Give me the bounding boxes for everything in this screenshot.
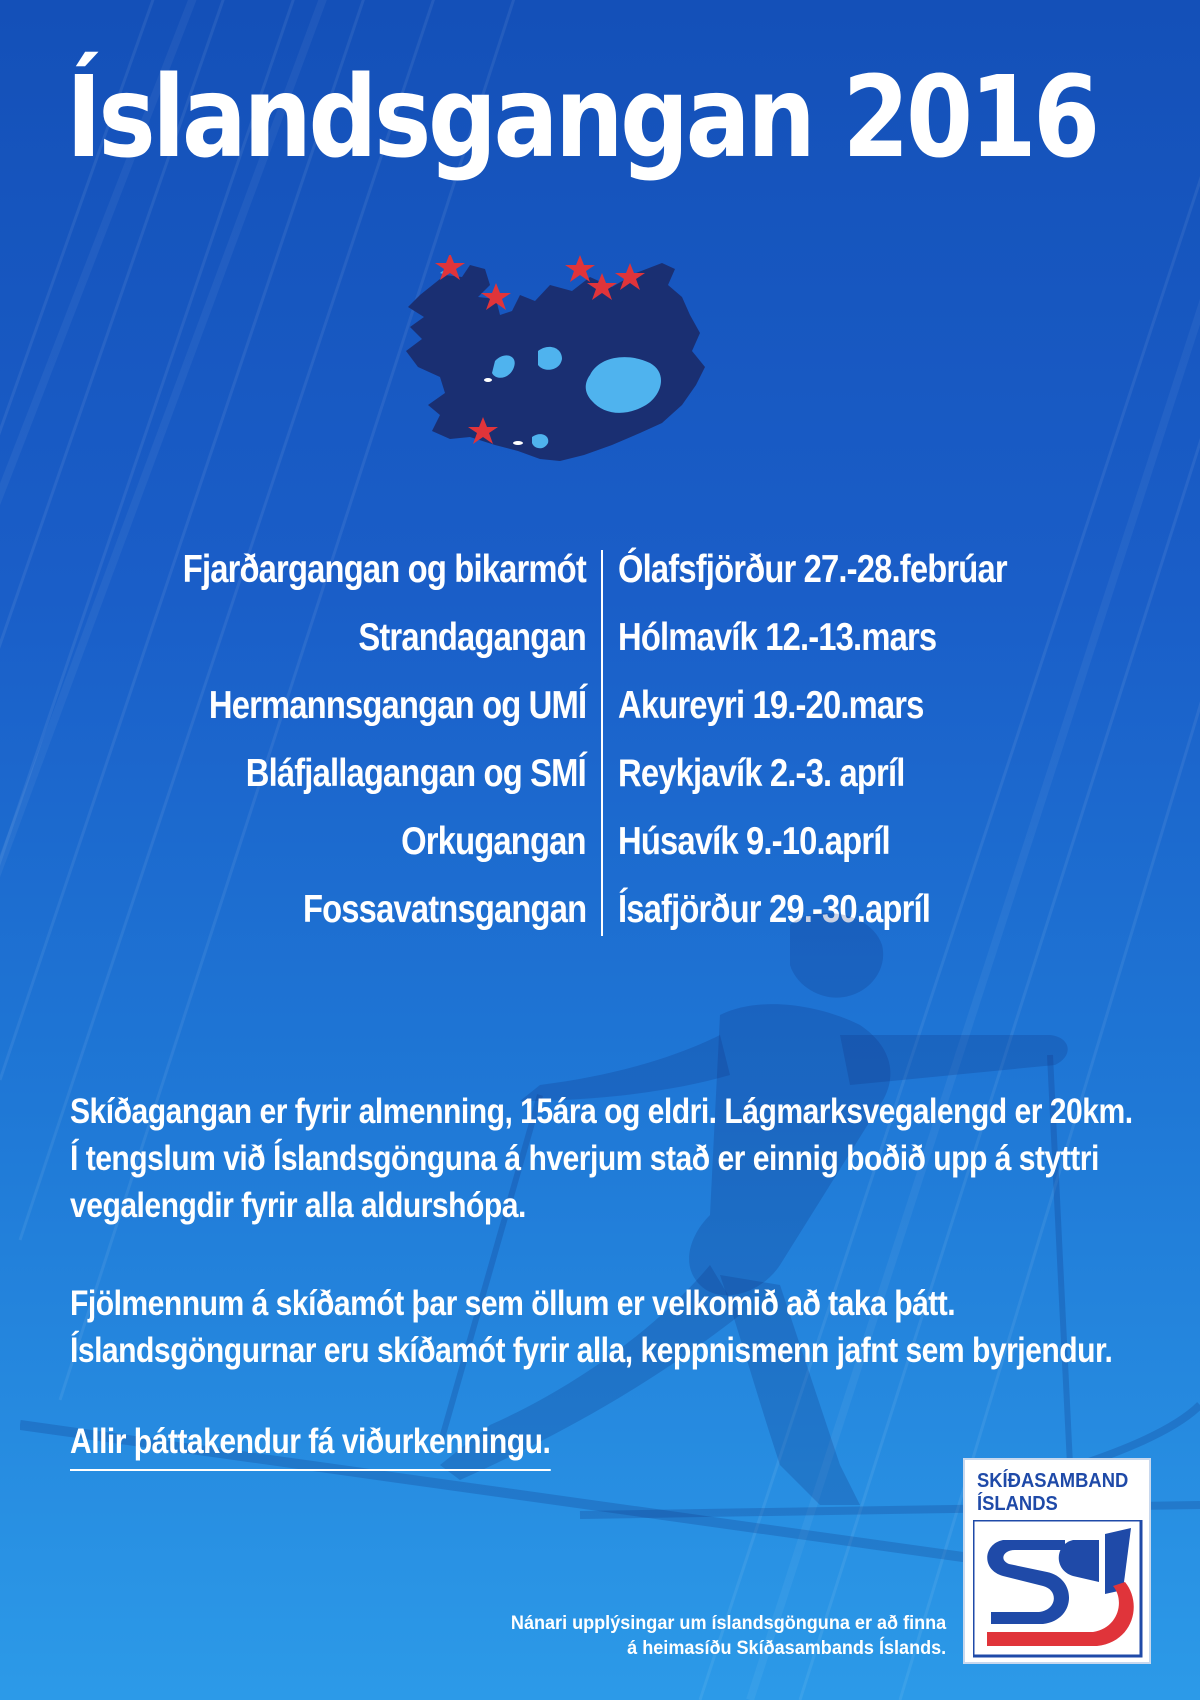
recognition-note: Allir þáttakendur fá viðurkenningu. [70,1418,550,1471]
iceland-map [400,255,770,505]
logo-line-2: ÍSLANDS [977,1493,1058,1515]
ski-association-logo [963,1458,1151,1664]
event-place-date: Ísafjörður 29.-30.apríl [618,888,931,931]
event-row [0,752,1200,816]
info-paragraph-1 [70,1088,1133,1229]
event-row [0,684,1200,748]
event-row [0,616,1200,680]
event-place-date: Hólmavík 12.-13.mars [618,616,937,659]
footer-info [511,1611,946,1661]
footer-line: á heimasíðu Skíðasambands Íslands. [626,1638,946,1659]
footer-line: Nánari upplýsingar um íslandsgönguna er að finna [510,1613,946,1634]
event-name: Fossavatnsgangan [302,888,586,931]
event-name: Hermannsgangan og UMÍ [208,684,586,727]
info-paragraph-2 [70,1280,1112,1374]
event-place-date: Ólafsfjörður 27.-28.febrúar [618,548,1007,591]
event-row [0,820,1200,884]
event-place-date: Húsavík 9.-10.apríl [618,820,890,863]
event-name: Fjarðargangan og bikarmót [182,548,586,591]
logo-text [977,1470,1128,1516]
event-name: Strandagangan [358,616,586,659]
event-name: Bláfjallagangan og SMÍ [245,752,586,795]
ski-logo-mark [973,1520,1143,1658]
info-line: Skíðagangan er fyrir almenning, 15ára og eldri. Lágmarksvegalengd er 20km. [70,1092,1133,1131]
event-row [0,548,1200,612]
info-line: Íslandsgöngurnar eru skíðamót fyrir alla, keppnismenn jafnt sem byrjendur. [70,1331,1113,1370]
info-line: vegalengdir fyrir alla aldurshópa. [70,1186,526,1225]
event-place-date: Reykjavík 2.-3. apríl [618,752,905,795]
info-line: Fjölmennum á skíðamót þar sem öllum er velkomið að taka þátt. [70,1284,956,1323]
event-place-date: Akureyri 19.-20.mars [618,684,924,727]
info-line: Í tengslum við Íslandsgönguna á hverjum stað er einnig boðið upp á styttri [70,1139,1099,1178]
logo-line-1: SKÍÐASAMBAND [977,1470,1129,1492]
event-name: Orkugangan [401,820,586,863]
poster-title: Íslandsgangan 2016 [66,53,1097,183]
